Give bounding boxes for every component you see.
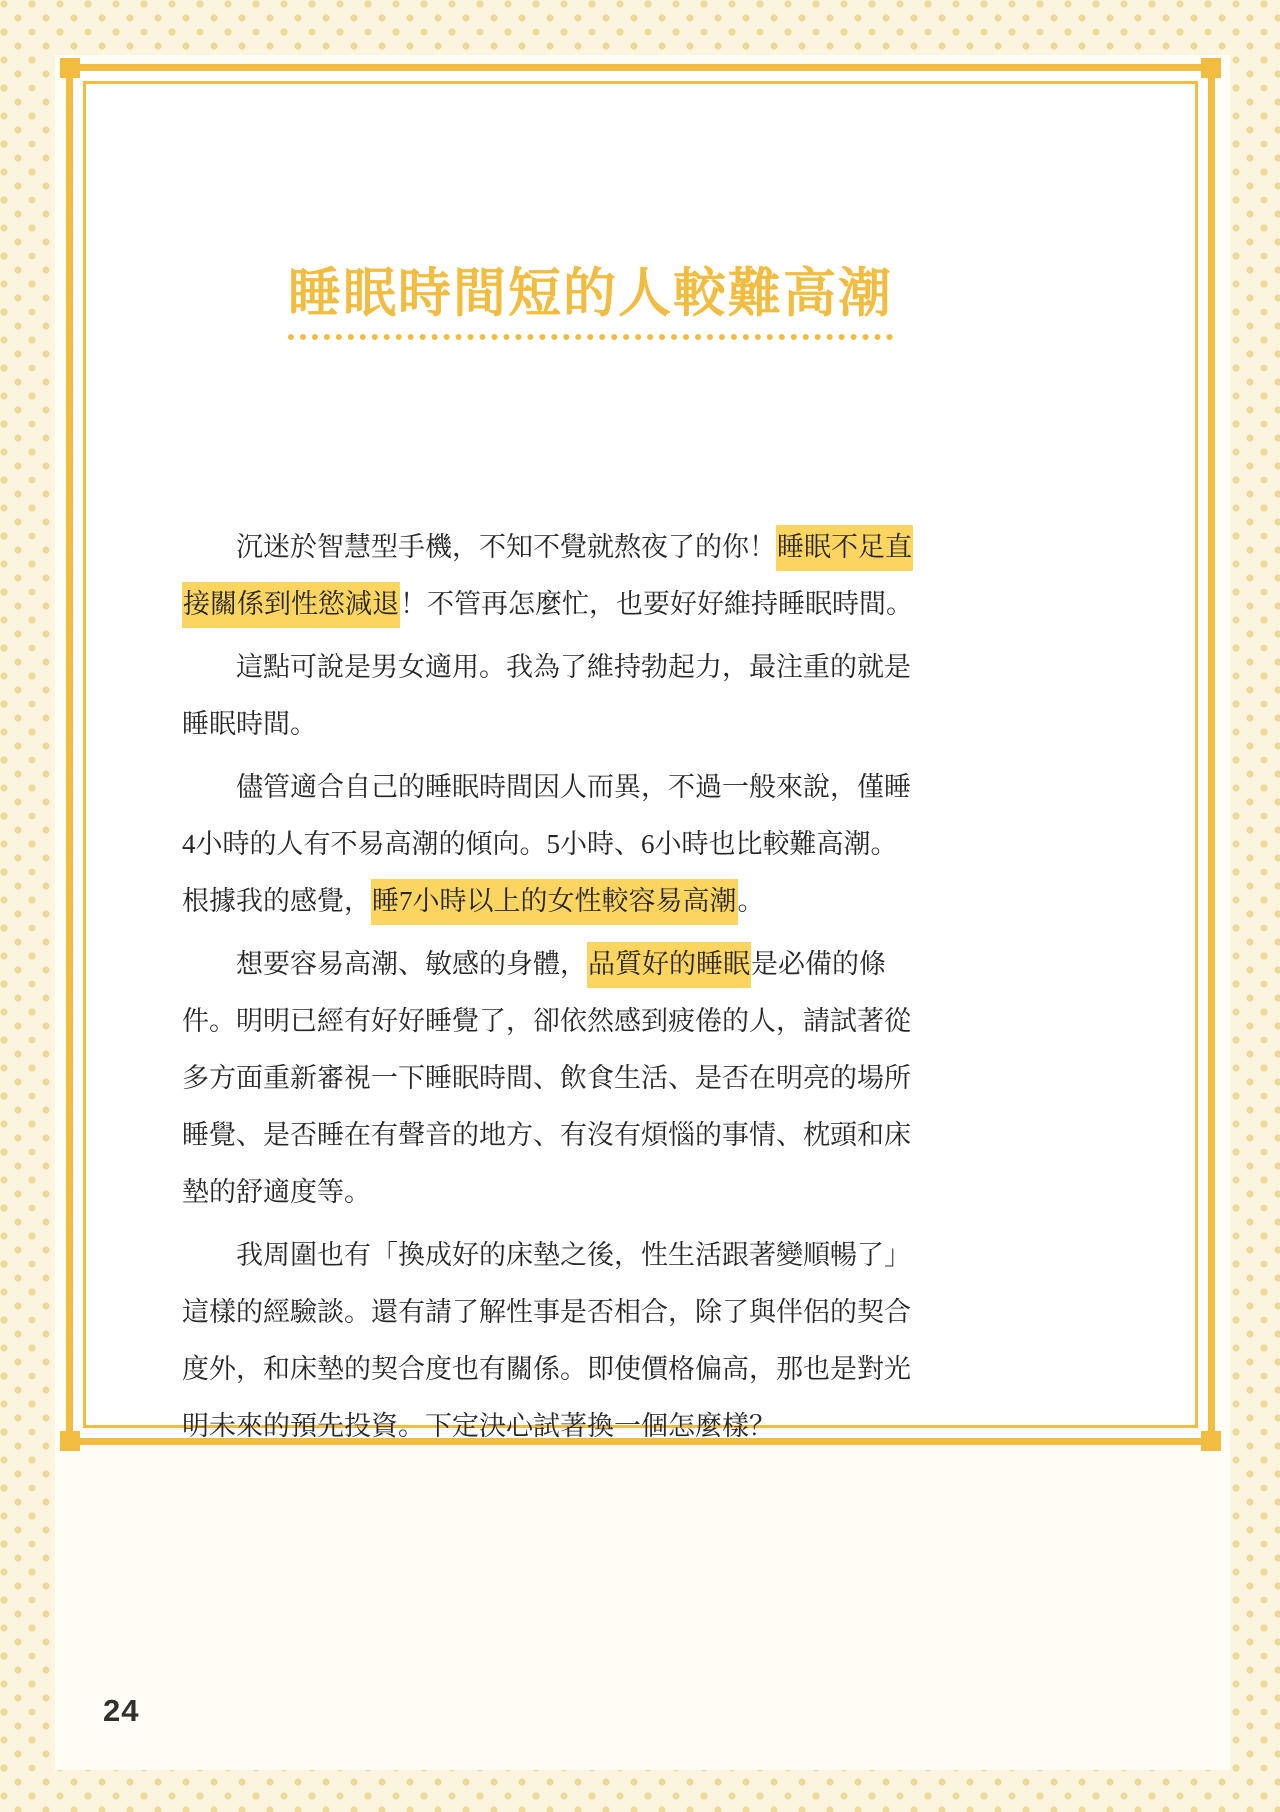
paragraph [182, 936, 972, 1221]
paragraph [182, 1227, 972, 1455]
highlighted-text: 品質好的睡眠 [587, 942, 751, 988]
text-segment: 。 [737, 886, 765, 916]
frame-corner [1201, 1431, 1221, 1451]
text-segment: 睡眠時間。 [182, 709, 317, 739]
page-title: 睡眠時間短的人較難高潮 [288, 264, 893, 323]
text-segment: 沉迷於智慧型手機，不知不覺就熬夜了的你！ [236, 532, 776, 562]
text-line [182, 1284, 972, 1341]
title-underline [288, 334, 893, 340]
text-line [182, 696, 972, 753]
text-line [182, 936, 972, 993]
text-segment: 明未來的預先投資。下定決心試著換一個怎麼樣？ [182, 1411, 776, 1441]
paragraph [182, 639, 972, 753]
text-segment: 墊的舒適度等。 [182, 1177, 371, 1207]
frame-corner [1201, 58, 1221, 78]
highlighted-text: 接關係到性慾減退 [182, 582, 400, 628]
text-line [182, 519, 972, 576]
title-block [288, 251, 893, 340]
text-line [182, 1227, 972, 1284]
frame-corner [60, 58, 80, 78]
text-segment: 4小時的人有不易高潮的傾向。5小時、6小時也比較難高潮。 [182, 829, 898, 859]
text-segment: 件。明明已經有好好睡覺了，卻依然感到疲倦的人，請試著從 [182, 1006, 911, 1036]
text-line [182, 1341, 972, 1398]
text-line [182, 1164, 972, 1221]
text-line [182, 1050, 972, 1107]
text-line [182, 576, 972, 633]
text-line [182, 816, 972, 873]
text-line [182, 1398, 972, 1455]
highlighted-text: 睡7小時以上的女性較容易高潮 [371, 879, 738, 925]
text-segment: 睡覺、是否睡在有聲音的地方、有沒有煩惱的事情、枕頭和床 [182, 1120, 911, 1150]
text-line [182, 759, 972, 816]
text-segment: 度外，和床墊的契合度也有關係。即使價格偏高，那也是對光 [182, 1354, 911, 1384]
paragraph [182, 759, 972, 930]
text-segment: 儘管適合自己的睡眠時間因人而異，不過一般來說，僅睡 [236, 772, 911, 802]
text-segment: 是必備的條 [751, 949, 886, 979]
text-segment: 想要容易高潮、敏感的身體， [236, 949, 587, 979]
highlighted-text: 睡眠不足直 [776, 525, 913, 571]
page-number: 24 [103, 1693, 140, 1728]
content-card [66, 64, 1215, 1445]
text-line [182, 993, 972, 1050]
text-segment: 我周圍也有「換成好的床墊之後，性生活跟著變順暢了」 [236, 1240, 911, 1270]
text-segment: ！不管再怎麼忙，也要好好維持睡眠時間。 [400, 589, 913, 619]
text-segment: 這樣的經驗談。還有請了解性事是否相合，除了與伴侶的契合 [182, 1297, 911, 1327]
text-line [182, 873, 972, 930]
text-line [182, 1107, 972, 1164]
body-text [182, 519, 972, 1461]
paragraph [182, 519, 972, 633]
text-segment: 這點可說是男女適用。我為了維持勃起力，最注重的就是 [236, 652, 911, 682]
text-segment: 根據我的感覺， [182, 886, 371, 916]
text-segment: 多方面重新審視一下睡眠時間、飲食生活、是否在明亮的場所 [182, 1063, 911, 1093]
text-line [182, 639, 972, 696]
frame-corner [60, 1431, 80, 1451]
